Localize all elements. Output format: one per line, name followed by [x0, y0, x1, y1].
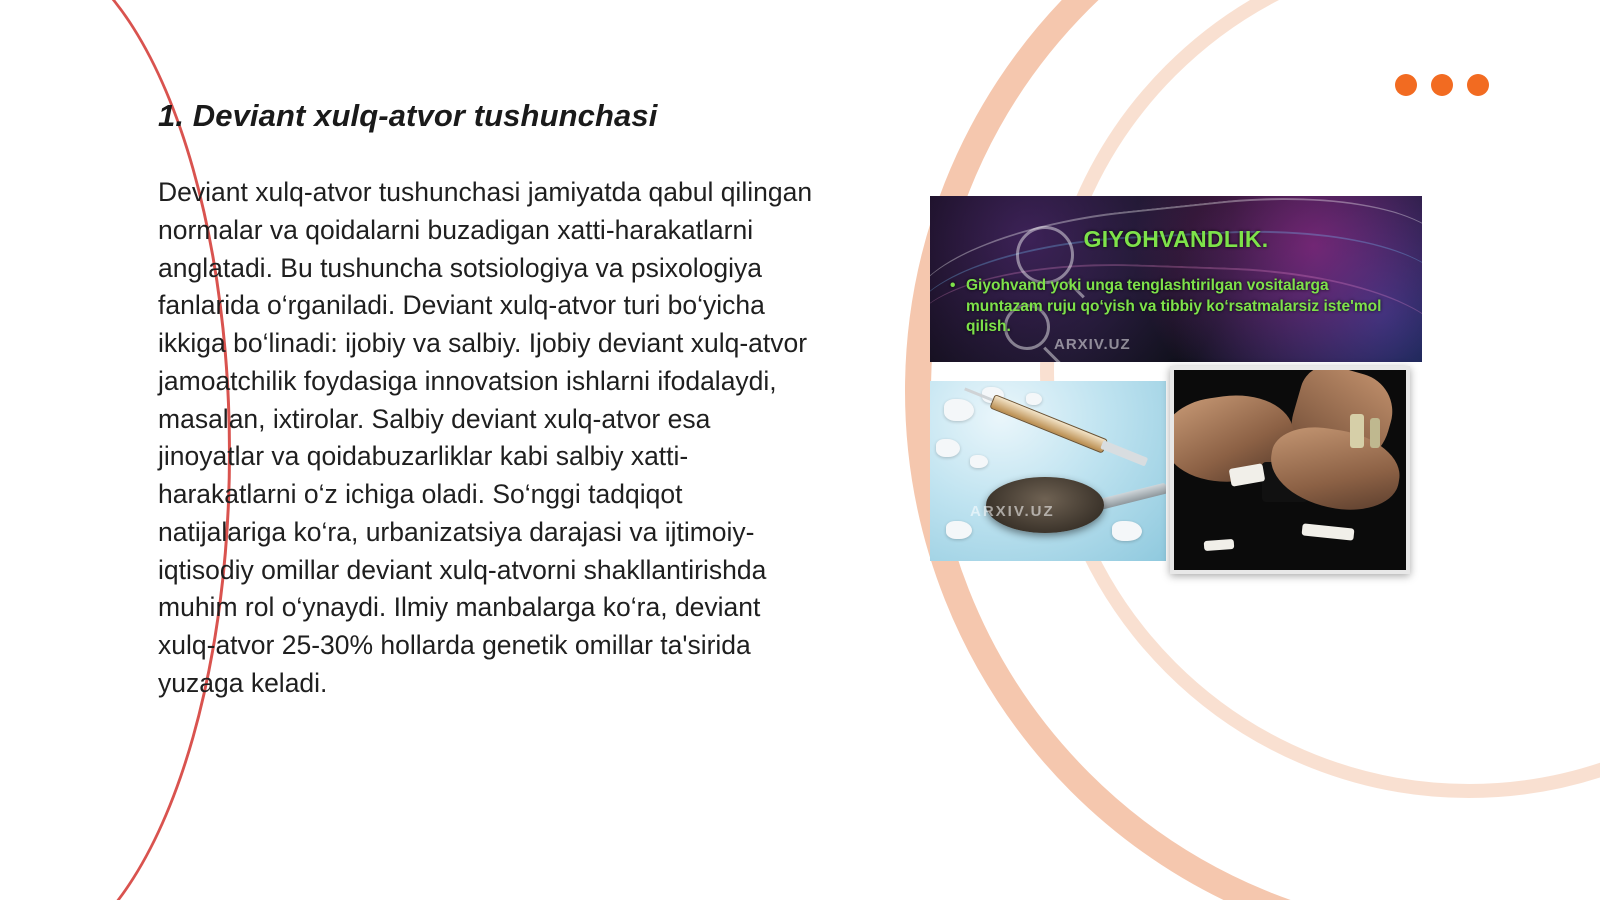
text-column: [158, 98, 818, 703]
powder-shape: [946, 521, 972, 539]
spoon-syringe-photo: [930, 381, 1166, 561]
highlight-shape: [1370, 418, 1380, 448]
image-cluster: [930, 196, 1422, 566]
page-title: 1. Deviant xulq-atvor tushunchasi: [158, 98, 658, 133]
photo-watermark: ARXIV.UZ: [970, 503, 1055, 520]
decorative-dots: [1395, 74, 1489, 96]
syringe-barrel: [989, 394, 1108, 454]
powder-shape: [970, 455, 988, 468]
highlight-shape: [1302, 523, 1355, 540]
dot-icon: [1467, 74, 1489, 96]
powder-shape: [936, 439, 960, 457]
syringe-needle: [964, 387, 995, 402]
syringe-shape: [962, 381, 1145, 468]
dot-icon: [1395, 74, 1417, 96]
highlight-shape: [1350, 414, 1364, 448]
giyohvandlik-banner-image: [930, 196, 1422, 362]
banner-watermark: ARXIV.UZ: [1054, 336, 1131, 353]
hands-photo: [1170, 366, 1410, 574]
syringe-plunger: [1100, 440, 1148, 466]
powder-shape: [1026, 393, 1042, 405]
powder-shape: [1112, 521, 1142, 541]
highlight-shape: [1204, 539, 1235, 551]
banner-bullet-text: • Giyohvand yoki unga tenglashtirilgan vositalarga muntazam ruju qo‘yish va tibbiy ko‘rsatmalarsiz iste'mol qilish.: [966, 276, 1396, 338]
body-paragraph: Deviant xulq-atvor tushunchasi jamiyatda qabul qilingan normalar va qoidalarni buzadigan xatti-harakatlarni anglatadi. Bu tushuncha sotsiologiya va psixologiya fanlarida o‘rganiladi. Deviant xulq-atvor turi bo‘yicha ikkiga bo‘linadi: ijobiy va salbiy. Ijobiy deviant xulq-atvor jamoatchilik foydasiga innovatsion ishlarni ifodalaydi, masalan, ixtirolar. Salbiy deviant xulq-atvor esa jinoyatlar va qoidabuzarliklar kabi salbiy xatti-harakatlarni o‘z ichiga oladi. So‘nggi tadqiqot natijalariga ko‘ra, urbanizatsiya darajasi va ijtimoiy-iqtisodiy omillar deviant xulq-atvorni shakllantirishda muhim rol o‘ynaydi. Ilmiy manbalarga ko‘ra, deviant xulq-atvor 25-30% hollarda genetik omillar ta'sirida yuzaga keladi.: [158, 177, 813, 698]
powder-shape: [944, 399, 974, 421]
banner-title: GIYOHVANDLIK.: [1083, 226, 1269, 252]
dot-icon: [1431, 74, 1453, 96]
